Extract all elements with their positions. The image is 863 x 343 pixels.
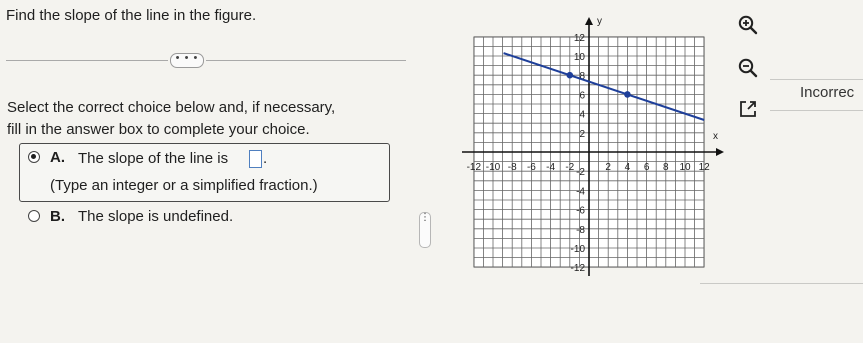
right-divider-lower — [700, 283, 863, 284]
zoom-out-button[interactable] — [735, 55, 761, 81]
plotted-point — [624, 91, 631, 98]
coordinate-graph[interactable] — [450, 10, 730, 280]
x-tick-label: 12 — [698, 162, 710, 173]
zoom-in-button[interactable] — [735, 12, 761, 38]
status-label: Incorrec — [800, 84, 855, 101]
zoom-in-icon — [737, 14, 759, 36]
x-tick-label: -6 — [526, 162, 536, 173]
status-divider-top — [770, 79, 863, 80]
choice-a-letter: A. — [50, 149, 65, 166]
y-tick-label: -10 — [570, 244, 585, 255]
x-tick-label: -4 — [546, 162, 556, 173]
y-tick-label: 4 — [579, 109, 585, 121]
y-tick-label: -8 — [576, 224, 585, 236]
x-tick-label: -2 — [565, 162, 575, 173]
x-tick-label: 6 — [643, 162, 650, 173]
choice-b-radio[interactable] — [28, 210, 40, 222]
choice-a-period: . — [263, 150, 268, 167]
x-tick-label: -10 — [485, 162, 501, 173]
instructions-line-1: Select the correct choice below and, if necessary, — [7, 99, 336, 116]
y-tick-label: 2 — [579, 128, 585, 140]
question-text: Find the slope of the line in the figure. — [6, 7, 257, 24]
pop-out-icon — [737, 98, 759, 120]
choice-b-text: The slope is undefined. — [78, 208, 234, 225]
x-tick-label: 2 — [605, 162, 611, 173]
y-axis-arrow — [585, 17, 593, 25]
y-tick-label: 12 — [573, 32, 585, 44]
plotted-point — [567, 72, 574, 79]
y-axis-label: y — [597, 16, 602, 27]
choice-a-text: The slope of the line is — [78, 150, 229, 167]
status-divider-bottom — [770, 110, 863, 111]
x-tick-label: 4 — [624, 162, 631, 173]
y-tick-label: 10 — [573, 52, 585, 63]
x-tick-label: -12 — [466, 162, 482, 173]
y-tick-label: 8 — [579, 71, 585, 83]
resize-handle[interactable]: ⋮ — [419, 212, 431, 248]
x-tick-label: 10 — [679, 162, 691, 173]
y-tick-label: -4 — [576, 186, 585, 198]
x-tick-label: -8 — [507, 162, 517, 173]
divider-right — [206, 60, 406, 61]
y-tick-label: -2 — [576, 167, 585, 179]
divider-left — [6, 60, 168, 61]
pop-out-button[interactable] — [735, 96, 761, 122]
x-axis-arrow — [716, 148, 724, 156]
choice-a-radio[interactable] — [28, 151, 40, 163]
zoom-out-icon — [737, 57, 759, 79]
answer-input-box[interactable] — [249, 150, 262, 168]
instructions — [7, 97, 407, 141]
instructions-line-2: fill in the answer box to complete your choice. — [7, 121, 310, 138]
y-tick-label: -6 — [576, 205, 585, 217]
y-tick-label: 6 — [579, 90, 585, 102]
x-tick-label: 8 — [663, 162, 669, 173]
choice-a-hint: (Type an integer or a simplified fraction.) — [50, 177, 318, 194]
more-button[interactable]: • • • — [170, 53, 204, 68]
y-tick-label: -12 — [570, 263, 585, 275]
x-axis-label: x — [713, 131, 718, 142]
choice-b-letter: B. — [50, 208, 65, 225]
